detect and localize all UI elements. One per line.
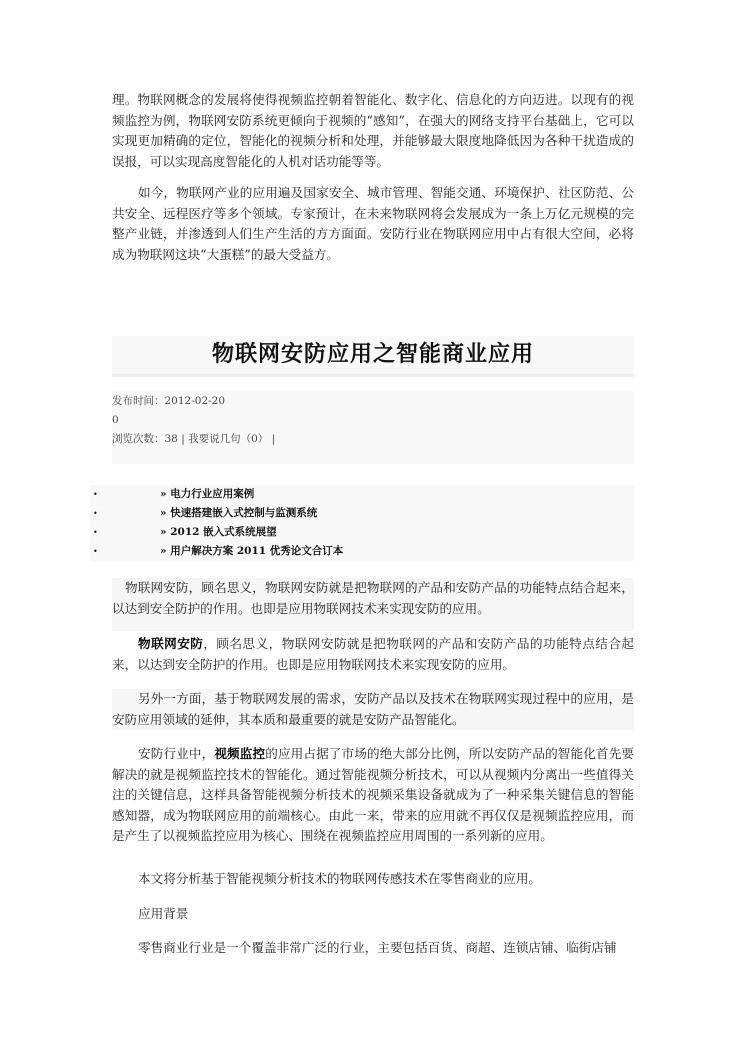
intro-paragraph: 如今，物联网产业的应用遍及国家安全、城市管理、智能交通、环境保护、社区防范、公共安全、远程医疗等多个领域。专家预计，在未来物联网将会发展成为一条上万亿元规模的完整产业链，并渗透到人们生产生活的方方面面。安防行业在物联网应用中占有很大空间，必将成为物联网这块“大蛋糕”的最大受益方。 — [112, 185, 634, 262]
body-paragraph — [112, 634, 634, 675]
bullet-icon: • — [93, 547, 98, 556]
intro-paragraph: 理。物联网概念的发展将使得视频监控朝着智能化、数字化、信息化的方向迈进。以现有的视频监控为例，物联网安防系统更倾向于视频的“感知”，在强大的网络支持平台基础上，它可以实现更加精确的定位，智能化的视频分析和处理，并能够最大限度地降低因为各种干扰造成的误报，可以实现高度智能化的人机对话功能等等。 — [112, 92, 634, 169]
paragraph-text: 的应用占据了市场的绝大部分比例，所以安防产品的智能化首先要解决的就是视频监控技术的智能化。通过智能视频分析技术，可以从视频内分离出一些值得关注的关键信息，这样具备智能视频分析技术的视频采集设备就成为了一种采集关键信息的智能感知器，成为物联网应用的前端核心。由此一来，带来的应用就不再仅仅是视频监控应用，而是产生了以视频监控应用为核心、围绕在视频监控应用周围的一系列新的应用。 — [112, 746, 635, 844]
list-item[interactable] — [90, 485, 634, 504]
related-links — [90, 485, 634, 561]
bullet-icon: • — [93, 528, 98, 537]
article-header — [112, 336, 634, 377]
related-link[interactable]: » 2012 嵌入式系统展望 — [160, 526, 277, 538]
body-paragraph: 零售商业行业是一个覆盖非常广泛的行业，主要包括百货、商超、连锁店铺、临街店铺 — [138, 940, 617, 955]
paragraph-text: 安防行业中， — [138, 746, 215, 761]
bold-term: 物联网安防 — [138, 636, 204, 651]
related-link[interactable]: » 电力行业应用案例 — [160, 488, 255, 500]
related-link[interactable]: » 用户解决方案 2011 优秀论文合订本 — [160, 545, 344, 557]
view-count-comments[interactable]: 浏览次数：38 | 我要说几句（0） | — [112, 433, 276, 445]
paragraph-text: ，顾名思义，物联网安防就是把物联网的产品和安防产品的功能特点结合起来，以达到安全防护的作用。也即是应用物联网技术来实现安防的应用。 — [112, 636, 635, 672]
body-paragraph: 物联网安防，顾名思义，物联网安防就是把物联网的产品和安防产品的功能特点结合起来，以达到安全防护的作用。也即是应用物联网技术来实现安防的应用。 — [112, 578, 634, 631]
bold-term: 视频监控 — [214, 746, 266, 761]
article-meta — [112, 391, 634, 464]
bullet-icon: • — [93, 490, 98, 499]
related-link[interactable]: » 快速搭建嵌入式控制与监测系统 — [160, 507, 318, 519]
bullet-icon: • — [93, 509, 98, 518]
meta-zero: 0 — [112, 414, 119, 426]
publish-time: 发布时间：2012-02-20 — [112, 395, 226, 407]
section-heading: 应用背景 — [138, 906, 189, 921]
article-title: 物联网安防应用之智能商业应用 — [211, 342, 534, 367]
list-item[interactable] — [90, 523, 634, 542]
body-paragraph: 本文将分析基于智能视频分析技术的物联网传感技术在零售商业的应用。 — [138, 871, 541, 886]
list-item[interactable] — [90, 504, 634, 523]
body-paragraph: 另外一方面，基于物联网发展的需求，安防产品以及技术在物联网实现过程中的应用，是安防应用领域的延伸，其本质和最重要的就是安防产品智能化。 — [112, 689, 634, 730]
list-item[interactable] — [90, 542, 634, 561]
body-paragraph — [112, 744, 634, 847]
